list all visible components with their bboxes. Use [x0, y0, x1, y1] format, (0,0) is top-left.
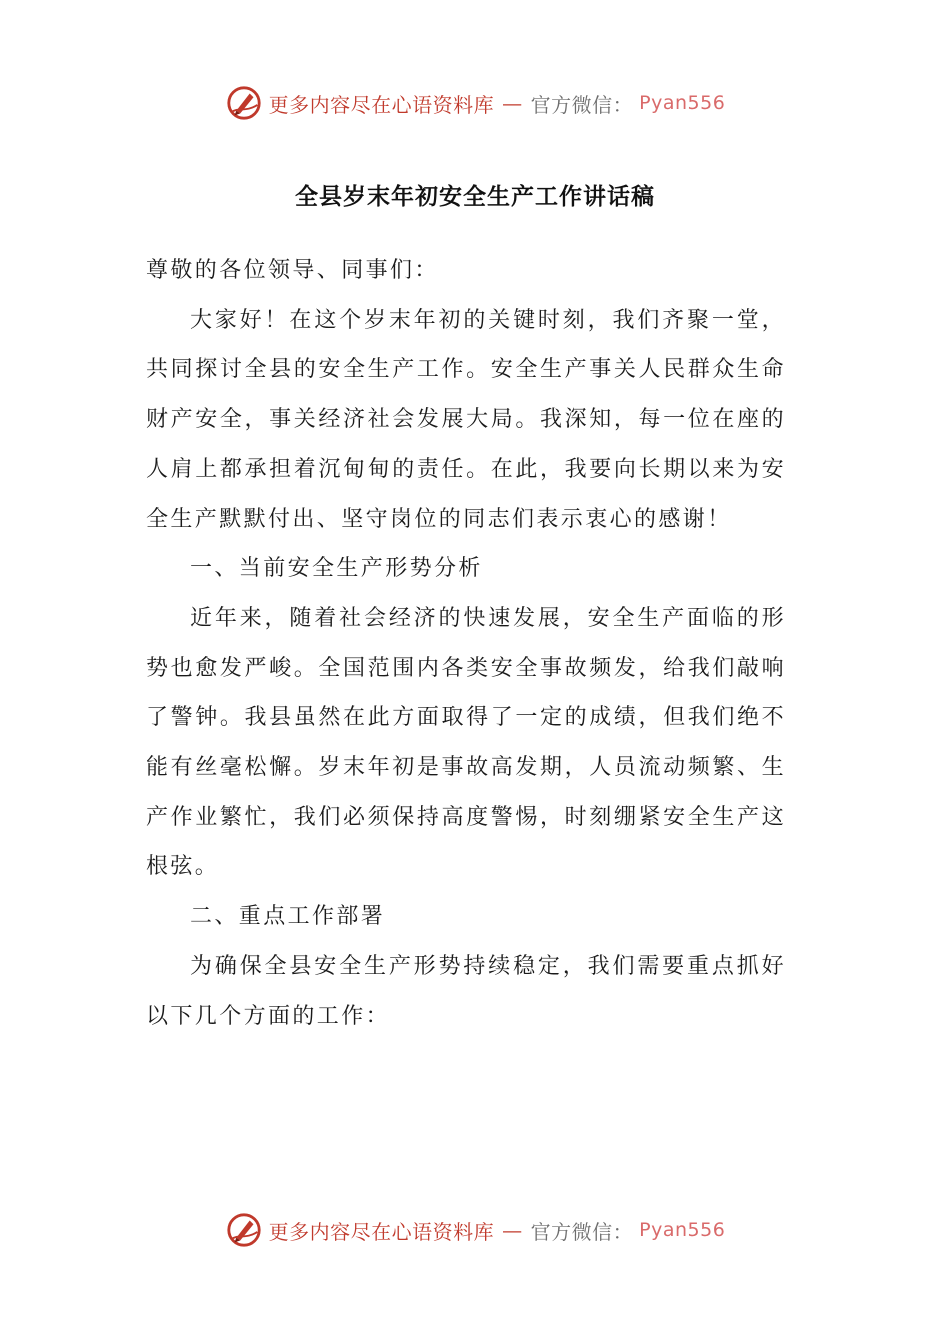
- section-heading-deployment: 二、重点工作部署: [190, 904, 386, 930]
- header-banner: [0, 84, 950, 122]
- paragraph-situation: 近年来，随着社会经济的快速发展，安全生产面临的形势也愈发严峻。全国范围内各类安全事故频发，给我们敲响了警钟。我县虽然在此方面取得了一定的成绩，但我们绝不能有丝毫松懈。岁末年初是事故高发期，人员流动频繁、生产作业繁忙，我们必须保持高度警惕，时刻绷紧安全生产这根弦。: [146, 605, 786, 880]
- pen-logo-icon: [225, 84, 263, 122]
- paragraph-intro: 大家好！在这个岁末年初的关键时刻，我们齐聚一堂，共同探讨全县的安全生产工作。安全生产事关人民群众生命财产安全，事关经济社会发展大局。我深知，每一位在座的人肩上都承担着沉甸甸的责任。在此，我要向长期以来为安全生产默默付出、坚守岗位的同志们表示衷心的感谢！: [146, 307, 786, 532]
- pen-logo-icon: [225, 1211, 263, 1249]
- paragraph-deployment: 为确保全县安全生产形势持续稳定，我们需要重点抓好以下几个方面的工作：: [146, 953, 786, 1029]
- banner-wechat-id: Pyan556: [639, 1219, 726, 1241]
- section-heading-situation: 一、当前安全生产形势分析: [190, 556, 483, 582]
- salutation: 尊敬的各位领导、同事们：: [146, 258, 439, 283]
- banner-brand-text: 更多内容尽在心语资料库: [268, 1219, 495, 1244]
- footer-banner: [0, 1211, 950, 1249]
- banner-wechat-label: 官方微信：: [530, 92, 634, 117]
- banner-wechat-id: Pyan556: [639, 92, 726, 114]
- banner-wechat-label: 官方微信：: [530, 1219, 634, 1244]
- banner-dash: —: [502, 91, 523, 115]
- document-body: [146, 246, 786, 1041]
- banner-brand-text: 更多内容尽在心语资料库: [268, 92, 495, 117]
- banner-dash: —: [502, 1218, 523, 1242]
- document-title: 全县岁末年初安全生产工作讲话稿: [295, 184, 655, 210]
